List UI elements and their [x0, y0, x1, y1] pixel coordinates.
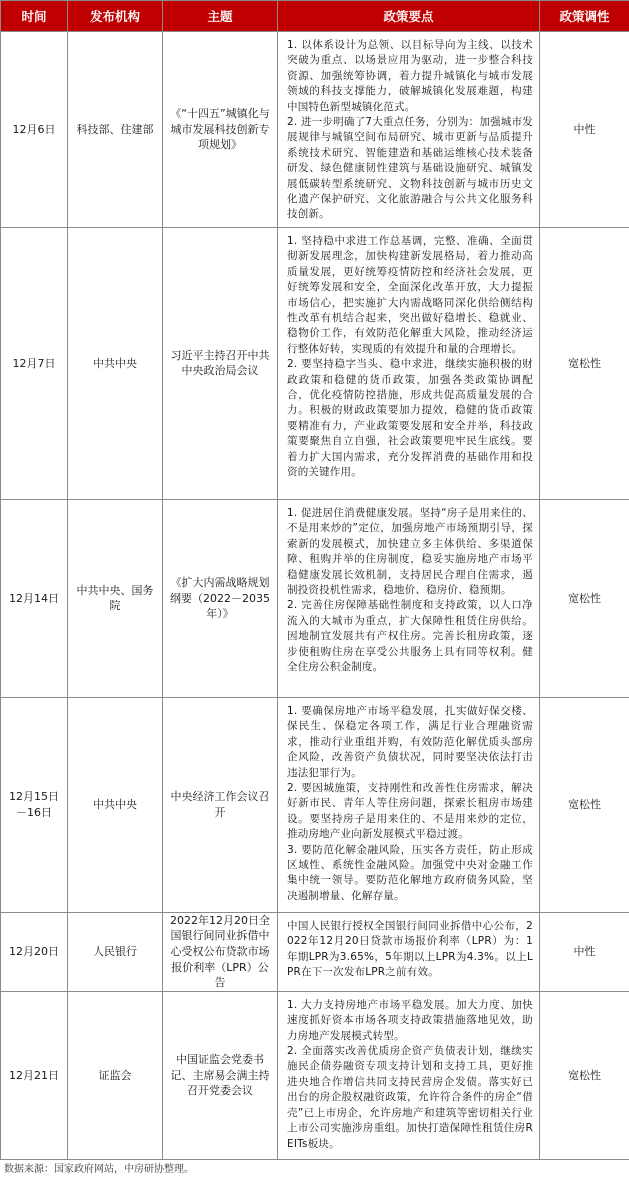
column-header-date: 时间: [1, 1, 68, 32]
policy-point: 1. 要确保房地产市场平稳发展，扎实做好保交楼、保民生、保稳定各项工作，满足行业合理融资需求，推动行业重组并购，有效防范化解优质头部房企风险，改善资产负债状况，同时要坚决依法打击违法犯罪行为。: [287, 704, 533, 779]
policy-point: 1. 以体系设计为总领、以目标导向为主线、以技术突破为重点、以场景应用为驱动，进一步整合科技资源、加强统筹协调，着力提升城镇化与城市发展领域的科技支撑能力，破解城镇化发展难题，构建中国特色新型城镇化范式。: [287, 39, 533, 113]
agency-cell: 中共中央: [68, 697, 163, 912]
policy-point: 3. 要防范化解金融风险，压实各方责任，防止形成区域性、系统性金融风险。加强党中央对金融工作集中统一领导。要防范化解地方政府债务风险，坚决遏制增量、化解存量。: [287, 843, 533, 902]
date-cell: 12月6日: [1, 32, 68, 228]
table-row: [1, 697, 629, 912]
column-header-points: 政策要点: [278, 1, 540, 32]
table-row: [1, 912, 629, 991]
policy-point: 2. 进一步明确了7大重点任务，分别为：加强城市发展规律与城镇空间布局研究、城市更新与品质提升系统技术研究、智能建造和基础运维核心技术装备研发、绿色健康韧性建筑与基础设施研究、城镇发展低碳转型系统研究、文物科技创新与城市历史文化遗产保护研究、文化旅游融合与公共文化服务科技创新。: [287, 116, 533, 221]
topic-cell: 2022年12月20日全国银行间同业拆借中心受权公布贷款市场报价利率（LPR）公告: [163, 912, 278, 991]
policy-point: 中国人民银行授权全国银行间同业拆借中心公布，2022年12月20日贷款市场报价利率（LPR）为：1年期LPR为3.65%，5年期以上LPR为4.3%。以上LPR在下一次发布LPR之前有效。: [287, 919, 533, 979]
column-header-agency: 发布机构: [68, 1, 163, 32]
tone-cell: 宽松性: [540, 697, 629, 912]
policy-points-cell: [278, 697, 540, 912]
table-row: [1, 991, 629, 1159]
topic-cell: 中国证监会党委书记、主席易会满主持召开党委会议: [163, 991, 278, 1159]
tone-cell: 宽松性: [540, 991, 629, 1159]
topic-cell: 《“十四五”城镇化与城市发展科技创新专项规划》: [163, 32, 278, 228]
policy-points-cell: [278, 499, 540, 697]
policy-points-cell: [278, 227, 540, 499]
date-cell: 12月21日: [1, 991, 68, 1159]
policy-point: 1. 促进居住消费健康发展。坚持“房子是用来住的、不是用来炒的”定位，加强房地产市场预期引导，探索新的发展模式，加快建立多主体供给、多渠道保障、租购并举的住房制度，稳妥实施房地产市场平稳健康发展长效机制，支持居民合理自住需求，遏制投资投机性需求，稳地价、稳房价、稳预期。: [287, 506, 533, 596]
policy-point: 2. 完善住房保障基础性制度和支持政策，以人口净流入的大城市为重点，扩大保障性租赁住房供给。因地制宜发展共有产权住房。完善长租房政策，逐步使租购住房在享受公共服务上具有同等权利。健全住房公积金制度。: [287, 599, 533, 673]
policy-points-cell: [278, 32, 540, 228]
topic-cell: 中央经济工作会议召开: [163, 697, 278, 912]
tone-cell: 中性: [540, 912, 629, 991]
date-cell: 12月20日: [1, 912, 68, 991]
date-cell: 12月7日: [1, 227, 68, 499]
agency-cell: 人民银行: [68, 912, 163, 991]
policy-point: 2. 全面落实改善优质房企资产负债表计划，继续实施民企债券融资专项支持计划和支持工具，更好推进央地合作增信共同支持民营房企发债。落实好已出台的房企股权融资政策，允许符合条件的房企“借壳”已上市房企，允许房地产和建筑等密切相关行业上市公司实施涉房重组。加快打造保障性租赁住房REITs板块。: [287, 1045, 533, 1150]
tone-cell: 宽松性: [540, 227, 629, 499]
policy-points-cell: [278, 991, 540, 1159]
agency-cell: 证监会: [68, 991, 163, 1159]
column-header-topic: 主题: [163, 1, 278, 32]
table-row: [1, 227, 629, 499]
date-cell: 12月14日: [1, 499, 68, 697]
policy-point: 1. 大力支持房地产市场平稳发展。加大力度、加快速度抓好资本市场各项支持政策措施落地见效，助力房地产发展模式转型。: [287, 998, 533, 1042]
table-header-row: [1, 1, 629, 32]
policy-point: 2. 要因城施策，支持刚性和改善性住房需求，解决好新市民、青年人等住房问题，探索长租房市场建设。要坚持房子是用来住的、不是用来炒的定位，推动房地产业向新发展模式平稳过渡。: [287, 781, 533, 841]
policy-points-cell: [278, 912, 540, 991]
tone-cell: 中性: [540, 32, 629, 228]
agency-cell: 中共中央: [68, 227, 163, 499]
date-cell: 12月15日－16日: [1, 697, 68, 912]
table-row: [1, 499, 629, 697]
topic-cell: 习近平主持召开中共中央政治局会议: [163, 227, 278, 499]
agency-cell: 中共中央、国务院: [68, 499, 163, 697]
column-header-tone: 政策调性: [540, 1, 629, 32]
table-row: [1, 32, 629, 228]
policy-point: 2. 要坚持稳字当头、稳中求进，继续实施积极的财政政策和稳健的货币政策，加强各类政策协调配合，优化疫情防控措施，形成共促高质量发展的合力。积极的财政政策要加力提效，稳健的货币政策要精准有力，产业政策要发展和安全并举，科技政策要聚焦自立自强，社会政策要兜牢民生底线。要着力扩大国内需求，充分发挥消费的基础作用和投资的关键作用。: [287, 358, 533, 478]
tone-cell: 宽松性: [540, 499, 629, 697]
source-note: 数据来源：国家政府网站，中房研协整理。: [4, 1164, 194, 1175]
agency-cell: 科技部、住建部: [68, 32, 163, 228]
policy-point: 1. 坚持稳中求进工作总基调，完整、准确、全面贯彻新发展理念，加快构建新发展格局，着力推动高质量发展，更好统筹疫情防控和经济社会发展，更好统筹发展和安全，全面深化改革开放，大力提振市场信心，把实施扩大内需战略同深化供给侧结构性改革有机结合起来，突出做好稳增长、稳就业、稳物价工作，有效防范化解重大风险，推动经济运行整体好转，实现质的有效提升和量的合理增长。: [287, 234, 533, 355]
topic-cell: 《扩大内需战略规划纲要（2022－2035年）》: [163, 499, 278, 697]
